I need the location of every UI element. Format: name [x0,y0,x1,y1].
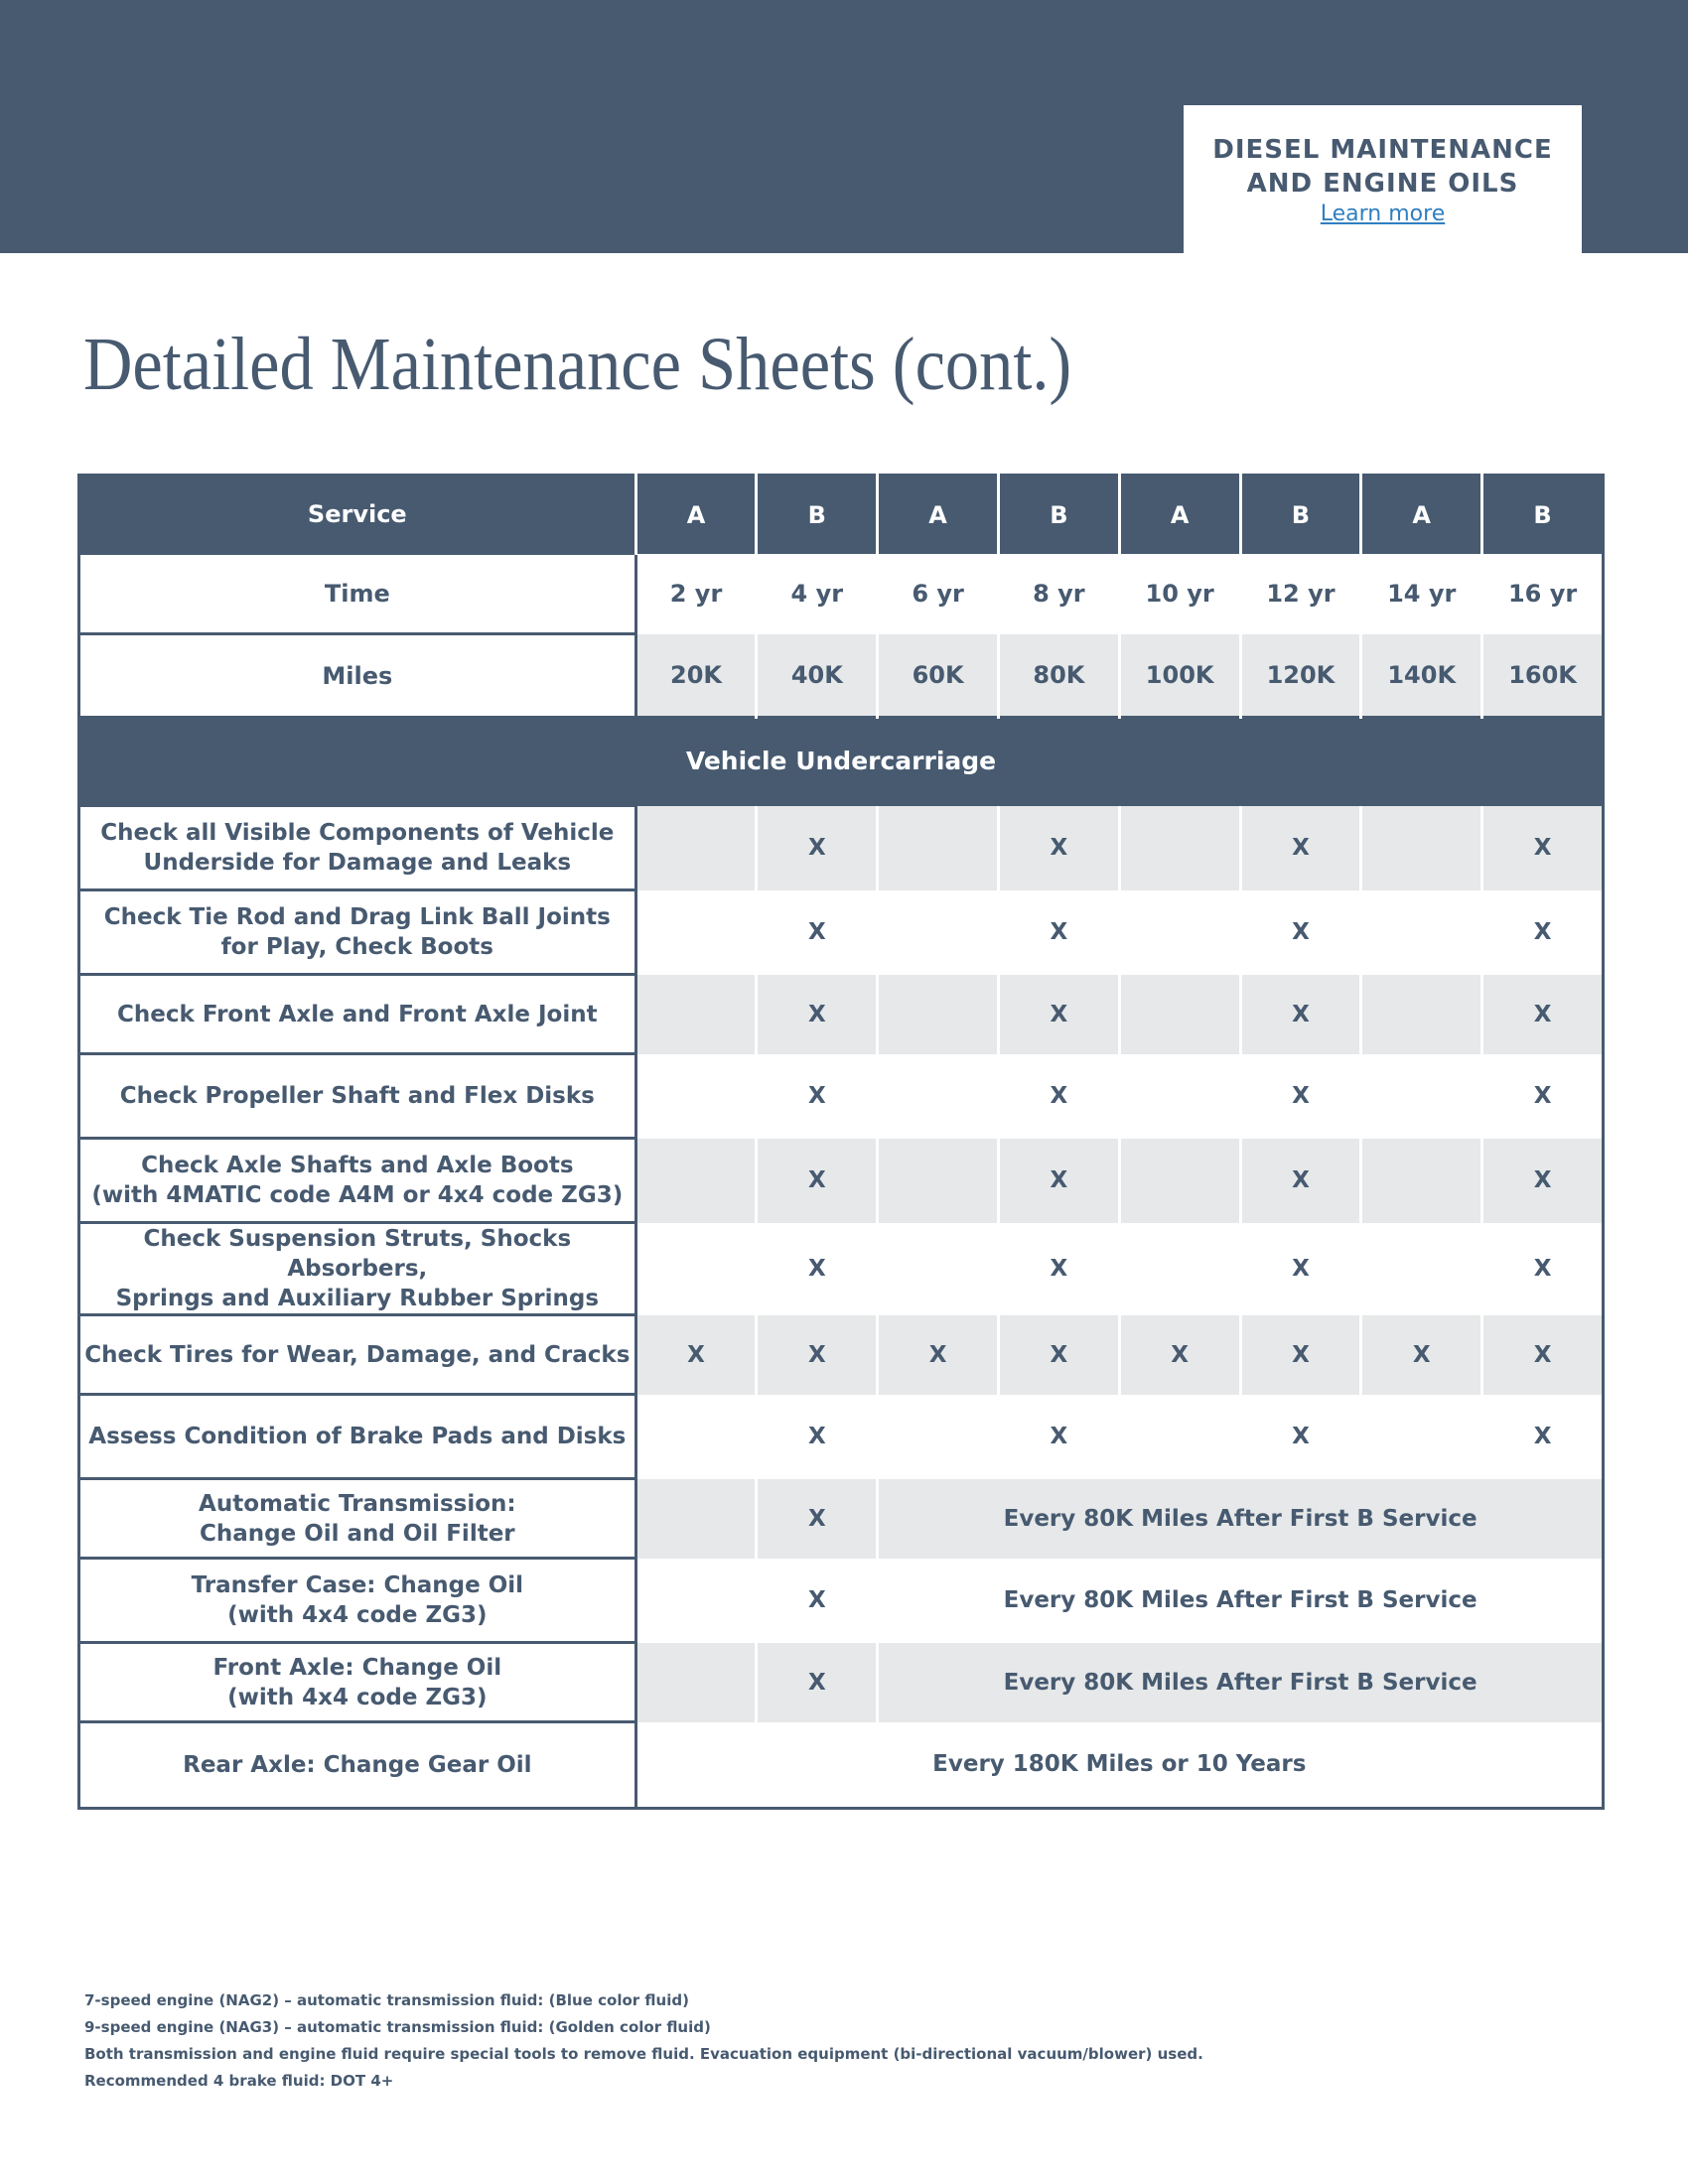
miles-cell: 40K [757,634,878,718]
task-label: Check Tires for Wear, Damage, and Cracks [79,1315,636,1395]
service-type-cell: A [1361,476,1482,554]
service-type-cell: B [1240,476,1361,554]
footnote: Both transmission and engine fluid require special tools to remove fluid. Evacuation equipment (bi-directional vacuum/blower) used. [84,2045,1203,2063]
empty-cell [1119,1395,1240,1479]
check-mark: X [1482,1139,1604,1223]
miles-cell: 100K [1119,634,1240,718]
check-mark: X [757,1223,878,1315]
check-mark: X [1240,806,1361,890]
check-mark: X [757,806,878,890]
check-mark: X [757,1139,878,1223]
check-mark: X [998,1395,1119,1479]
empty-cell [1361,975,1482,1054]
check-mark: X [1482,1223,1604,1315]
check-mark: X [998,1139,1119,1223]
service-header-row [79,476,1604,554]
check-mark: X [1240,1395,1361,1479]
time-label: Time [79,554,636,634]
miles-row [79,634,1604,718]
check-mark: X [878,1315,999,1395]
promo-title: DIESEL MAINTENANCE AND ENGINE OILS [1212,135,1553,199]
table-row [79,1479,1604,1559]
check-mark: X [757,1395,878,1479]
service-type-cell: B [757,476,878,554]
empty-cell [878,1223,999,1315]
empty-cell [878,1395,999,1479]
footnote: 9-speed engine (NAG3) – automatic transmission fluid: (Golden color fluid) [84,2018,711,2036]
time-cell: 12 yr [1240,554,1361,634]
table-row [79,1395,1604,1479]
check-mark: X [635,1315,757,1395]
table-row [79,1054,1604,1139]
check-mark: X [998,975,1119,1054]
time-cell: 10 yr [1119,554,1240,634]
empty-cell [635,1223,757,1315]
task-label: Assess Condition of Brake Pads and Disks [79,1395,636,1479]
interval-note: Every 80K Miles After First B Service [878,1479,1604,1559]
learn-more-link[interactable]: Learn more [1320,202,1446,226]
task-label: Check Front Axle and Front Axle Joint [79,975,636,1054]
check-mark: X [1482,975,1604,1054]
miles-cell: 60K [878,634,999,718]
empty-cell [635,806,757,890]
table-row [79,1139,1604,1223]
table-row [79,1315,1604,1395]
footnotes [84,1987,1203,2095]
task-label: Check Axle Shafts and Axle Boots (with 4MATIC code A4M or 4x4 code ZG3) [79,1139,636,1223]
service-type-cell: B [1482,476,1604,554]
time-cell: 16 yr [1482,554,1604,634]
task-label: Check Propeller Shaft and Flex Disks [79,1054,636,1139]
check-mark: X [757,1479,878,1559]
check-mark: X [1240,975,1361,1054]
empty-cell [1361,1139,1482,1223]
miles-cell: 20K [635,634,757,718]
footnote: Recommended 4 brake fluid: DOT 4+ [84,2072,394,2090]
service-type-cell: A [635,476,757,554]
empty-cell [1119,806,1240,890]
empty-cell [635,890,757,975]
task-label: Rear Axle: Change Gear Oil [79,1722,636,1809]
empty-cell [635,1643,757,1722]
check-mark: X [757,1643,878,1722]
check-mark: X [1240,1139,1361,1223]
miles-cell: 140K [1361,634,1482,718]
service-header: Service [79,476,636,554]
check-mark: X [1240,1315,1361,1395]
empty-cell [1361,1223,1482,1315]
empty-cell [1119,1054,1240,1139]
empty-cell [635,1479,757,1559]
empty-cell [1361,1054,1482,1139]
check-mark: X [1119,1315,1240,1395]
check-mark: X [998,1223,1119,1315]
check-mark: X [757,1559,878,1643]
miles-cell: 80K [998,634,1119,718]
page-title: Detailed Maintenance Sheets (cont.) [83,323,1072,406]
table-row [79,806,1604,890]
check-mark: X [998,1054,1119,1139]
miles-cell: 160K [1482,634,1604,718]
promo-card [1184,105,1582,253]
empty-cell [635,1559,757,1643]
check-mark: X [1240,890,1361,975]
table-row [79,890,1604,975]
empty-cell [1119,1223,1240,1315]
task-label: Front Axle: Change Oil (with 4x4 code ZG3) [79,1643,636,1722]
check-mark: X [1361,1315,1482,1395]
time-cell: 14 yr [1361,554,1482,634]
check-mark: X [757,1315,878,1395]
time-cell: 2 yr [635,554,757,634]
section-row [79,718,1604,806]
check-mark: X [1482,1395,1604,1479]
check-mark: X [998,890,1119,975]
check-mark: X [757,975,878,1054]
check-mark: X [1482,1054,1604,1139]
maintenance-table [77,474,1605,1810]
empty-cell [1361,806,1482,890]
time-cell: 8 yr [998,554,1119,634]
check-mark: X [757,1054,878,1139]
section-title: Vehicle Undercarriage [79,718,1604,806]
table-row [79,975,1604,1054]
check-mark: X [1240,1054,1361,1139]
interval-note: Every 80K Miles After First B Service [878,1559,1604,1643]
table-row [79,1559,1604,1643]
table-row [79,1643,1604,1722]
service-type-cell: B [998,476,1119,554]
empty-cell [635,1395,757,1479]
empty-cell [635,1054,757,1139]
empty-cell [1361,1395,1482,1479]
service-type-cell: A [1119,476,1240,554]
check-mark: X [1482,1315,1604,1395]
empty-cell [878,1139,999,1223]
empty-cell [635,975,757,1054]
check-mark: X [1482,890,1604,975]
empty-cell [878,1054,999,1139]
empty-cell [1119,975,1240,1054]
table-row [79,1722,1604,1809]
miles-label: Miles [79,634,636,718]
miles-cell: 120K [1240,634,1361,718]
interval-note: Every 180K Miles or 10 Years [635,1722,1603,1809]
footnote: 7-speed engine (NAG2) – automatic transmission fluid: (Blue color fluid) [84,1991,689,2009]
check-mark: X [1240,1223,1361,1315]
empty-cell [1361,890,1482,975]
empty-cell [1119,1139,1240,1223]
empty-cell [635,1139,757,1223]
empty-cell [878,806,999,890]
time-row [79,554,1604,634]
task-label: Check all Visible Components of Vehicle Underside for Damage and Leaks [79,806,636,890]
task-label: Check Tie Rod and Drag Link Ball Joints for Play, Check Boots [79,890,636,975]
service-type-cell: A [878,476,999,554]
empty-cell [1119,890,1240,975]
check-mark: X [757,890,878,975]
task-label: Automatic Transmission: Change Oil and Oil Filter [79,1479,636,1559]
check-mark: X [998,806,1119,890]
table-row [79,1223,1604,1315]
time-cell: 6 yr [878,554,999,634]
check-mark: X [1482,806,1604,890]
check-mark: X [998,1315,1119,1395]
interval-note: Every 80K Miles After First B Service [878,1643,1604,1722]
task-label: Check Suspension Struts, Shocks Absorbers, Springs and Auxiliary Rubber Springs [79,1223,636,1315]
time-cell: 4 yr [757,554,878,634]
task-label: Transfer Case: Change Oil (with 4x4 code ZG3) [79,1559,636,1643]
empty-cell [878,975,999,1054]
empty-cell [878,890,999,975]
